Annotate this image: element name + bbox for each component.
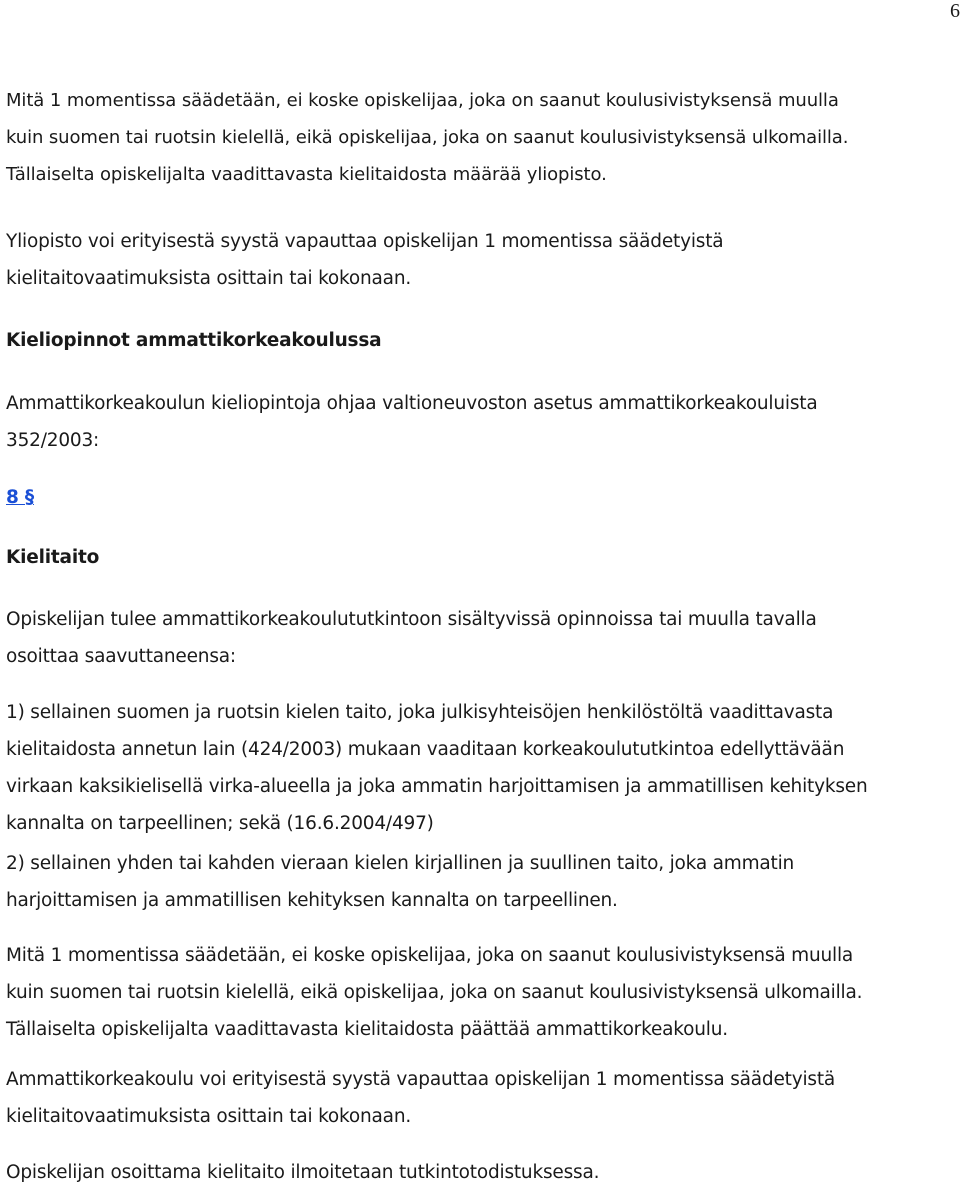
text-line: kielitaitovaatimuksista osittain tai kokonaan. — [6, 268, 412, 289]
text-line: virkaan kaksikielisellä virka-alueella ja joka ammatin harjoittamisen ja ammatillisen kehityksen — [6, 776, 868, 797]
list-item-2 — [6, 845, 956, 919]
heading-text: Kieliopinnot ammattikorkeakoulussa — [6, 330, 382, 351]
heading-text: Kielitaito — [6, 547, 100, 568]
text-line: harjoittamisen ja ammatillisen kehityksen kannalta on tarpeellinen. — [6, 890, 618, 911]
text-line: kielitaidosta annetun lain (424/2003) mukaan vaaditaan korkeakoulututkintoa edellyttävään — [6, 739, 845, 760]
text-line: kannalta on tarpeellinen; sekä (16.6.2004/497) — [6, 813, 434, 834]
section-reference — [6, 479, 956, 516]
text-line: 352/2003: — [6, 430, 100, 451]
text-line: Yliopisto voi erityisestä syystä vapauttaa opiskelijan 1 momentissa säädetyistä — [6, 231, 724, 252]
paragraph-university-release — [6, 223, 956, 297]
section-heading-language-skill — [6, 539, 956, 576]
text-line: 2) sellainen yhden tai kahden vieraan kielen kirjallinen ja suullinen taito, joka ammatin — [6, 853, 795, 874]
text-line: Ammattikorkeakoulu voi erityisestä syystä vapauttaa opiskelijan 1 momentissa säädetyistä — [6, 1069, 836, 1090]
text-line: osoittaa saavuttaneensa: — [6, 646, 236, 667]
text-line: Opiskelijan osoittama kielitaito ilmoitetaan tutkintotodistuksessa. — [6, 1162, 600, 1183]
page-number: 6 — [950, 0, 960, 22]
paragraph-uas-exemption — [6, 937, 956, 1048]
text-line: Opiskelijan tulee ammattikorkeakoulututkintoon sisältyvissä opinnoissa tai muulla tavalla — [6, 609, 817, 630]
paragraph-decree-intro — [6, 385, 956, 459]
section-8-link[interactable]: 8 § — [6, 487, 34, 508]
section-heading-language-studies — [6, 322, 956, 359]
text-line: kielitaitovaatimuksista osittain tai kokonaan. — [6, 1106, 412, 1127]
paragraph-student-requirement — [6, 601, 956, 675]
text-line: Mitä 1 momentissa säädetään, ei koske opiskelijaa, joka on saanut koulusivistyksensä muulla — [6, 90, 839, 111]
text-line: kuin suomen tai ruotsin kielellä, eikä opiskelijaa, joka on saanut koulusivistyksensä ulkomailla. — [6, 982, 863, 1003]
text-line: 1) sellainen suomen ja ruotsin kielen taito, joka julkisyhteisöjen henkilöstöltä vaadittavasta — [6, 702, 834, 723]
text-line: Tällaiselta opiskelijalta vaadittavasta kielitaidosta päättää ammattikorkeakoulu. — [6, 1019, 728, 1040]
list-item-1 — [6, 694, 956, 842]
text-line: Tällaiselta opiskelijalta vaadittavasta kielitaidosta määrää yliopisto. — [6, 164, 607, 185]
text-line: kuin suomen tai ruotsin kielellä, eikä opiskelijaa, joka on saanut koulusivistyksensä ulkomailla. — [6, 127, 849, 148]
paragraph-uas-release — [6, 1061, 956, 1135]
text-line: Ammattikorkeakoulun kieliopintoja ohjaa valtioneuvoston asetus ammattikorkeakouluista — [6, 393, 818, 414]
paragraph-university-exemption — [6, 82, 956, 193]
paragraph-certificate — [6, 1154, 956, 1191]
text-line: Mitä 1 momentissa säädetään, ei koske opiskelijaa, joka on saanut koulusivistyksensä muulla — [6, 945, 854, 966]
